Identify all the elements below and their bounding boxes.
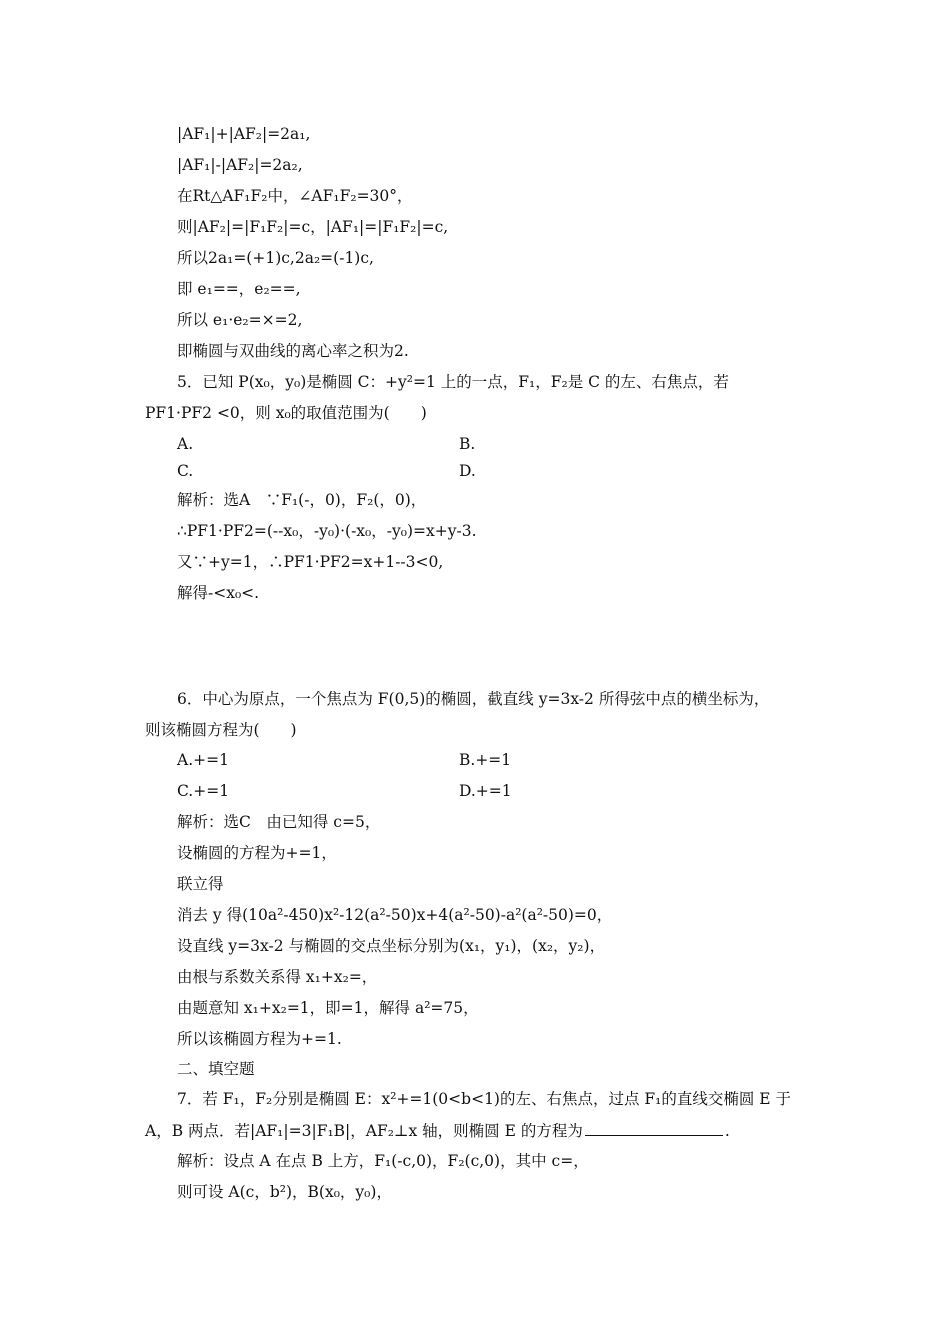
q5-solution-4: 解得-<x₀<. — [177, 584, 260, 602]
derivation-line-1: |AF₁|+|AF₂|=2a₁, — [177, 125, 311, 143]
q6-option-b: B.+=1 — [459, 751, 512, 769]
q7-solution-2: 则可设 A(c，b²)，B(x₀，y₀)， — [177, 1183, 392, 1201]
derivation-line-6: 即 e₁==，e₂==, — [177, 280, 301, 298]
q5-solution-2: ∴PF1·PF2=(--x₀，-y₀)·(-x₀，-y₀)=x+y-3. — [177, 522, 477, 540]
q5-option-a: A. — [177, 435, 194, 453]
q7-stem-end: . — [724, 1122, 730, 1140]
answer-blank[interactable] — [585, 1120, 723, 1136]
derivation-line-7: 所以 e₁·e₂=×=2, — [177, 311, 303, 329]
q5-option-d: D. — [459, 462, 476, 480]
derivation-line-5: 所以2a₁=(+1)c,2a₂=(-1)c, — [177, 249, 374, 267]
q6-solution-6: 由根与系数关系得 x₁+x₂=， — [177, 968, 378, 986]
derivation-line-3: 在Rt△AF₁F₂中，∠AF₁F₂=30°， — [177, 187, 413, 205]
q6-option-a: A.+=1 — [177, 751, 229, 769]
q6-solution-3: 联立得 — [177, 875, 224, 893]
q5-option-c: C. — [177, 462, 194, 480]
q5-option-b: B. — [459, 435, 476, 453]
q6-solution-7: 由题意知 x₁+x₂=1，即=1，解得 a²=75， — [177, 999, 479, 1017]
question-6-stem-cont: 则该椭圆方程为( ) — [145, 721, 297, 739]
q7-stem-text: A，B 两点．若|AF₁|=3|F₁B|，AF₂⊥x 轴，则椭圆 E 的方程为 — [145, 1122, 583, 1140]
q6-solution-8: 所以该椭圆方程为+=1. — [177, 1030, 342, 1048]
q7-solution-1: 解析：设点 A 在点 B 上方，F₁(-c,0)，F₂(c,0)，其中 c=， — [177, 1152, 589, 1170]
q6-option-d: D.+=1 — [459, 782, 512, 800]
derivation-line-2: |AF₁|-|AF₂|=2a₂, — [177, 156, 303, 174]
question-7-stem-cont — [145, 1120, 730, 1141]
q6-solution-2: 设椭圆的方程为+=1， — [177, 844, 337, 862]
q6-solution-4: 消去 y 得(10a²-450)x²-12(a²-50)x+4(a²-50)-a²(a²-50)=0， — [177, 906, 613, 924]
question-7-stem: 7．若 F₁，F₂分别是椭圆 E：x²+=1(0<b<1)的左、右焦点，过点 F₁的直线交椭圆 E 于 — [177, 1090, 792, 1108]
q5-solution-1: 解析：选A ∵F₁(-，0)，F₂(，0)， — [177, 491, 427, 509]
q5-solution-3: 又∵+y=1，∴PF1·PF2=x+1--3<0, — [177, 553, 444, 571]
section-heading-fill-in: 二、填空题 — [177, 1060, 255, 1078]
q6-option-c: C.+=1 — [177, 782, 230, 800]
question-5-stem: 5．已知 P(x₀，y₀)是椭圆 C：+y²=1 上的一点，F₁，F₂是 C 的左、右焦点，若 — [177, 373, 729, 391]
question-5-stem-cont: PF1·PF2 <0，则 x₀的取值范围为( ) — [145, 404, 427, 422]
q6-solution-5: 设直线 y=3x-2 与椭圆的交点坐标分别为(x₁，y₁)，(x₂，y₂)， — [177, 937, 606, 955]
derivation-conclusion: 即椭圆与双曲线的离心率之积为2. — [177, 342, 409, 360]
q6-solution-1: 解析：选C 由已知得 c=5， — [177, 813, 381, 831]
derivation-line-4: 则|AF₂|=|F₁F₂|=c，|AF₁|=|F₁F₂|=c, — [177, 218, 449, 236]
question-6-stem: 6．中心为原点，一个焦点为 F(0,5)的椭圆，截直线 y=3x-2 所得弦中点的横坐标为， — [177, 690, 770, 708]
